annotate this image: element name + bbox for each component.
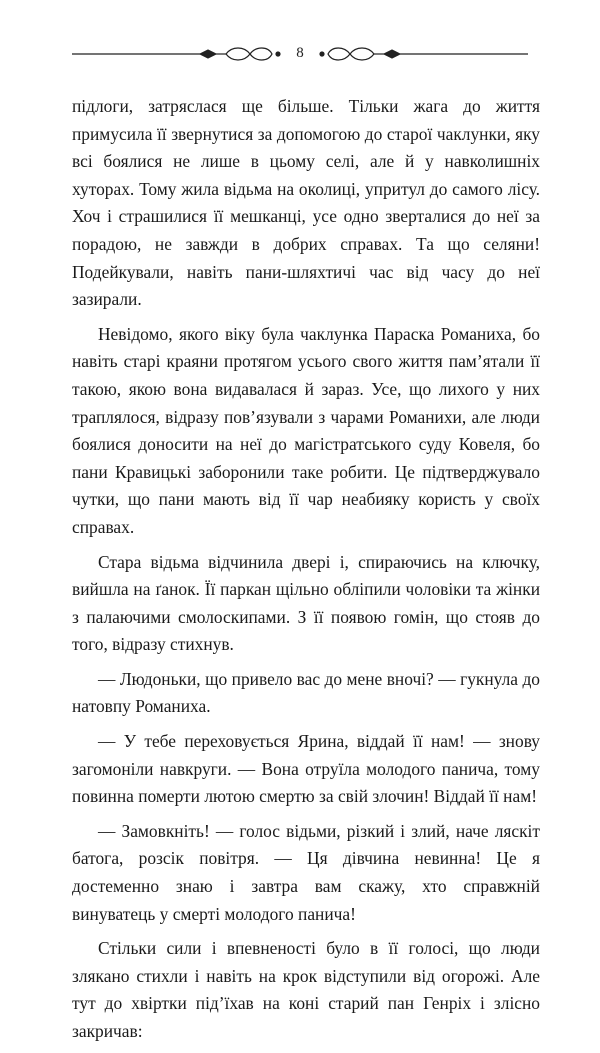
- paragraph: підлоги, затряслася ще більше. Тільки жага до життя примусила її звернутися за допомогою до старої чаклунки, яку всі боялися не лише в цьому селі, але й у навколишніх хуторах. Тому жила відьма на околиці, упритул до самого лісу. Хоч і страшилися її мешканці, усе одно зверталися до неї за порадою, не завжди в добрих справах. Та що селяни! Подейкували, навіть пани-шляхтичі час від часу до неї зазирали.: [72, 96, 540, 310]
- paragraph: — Замовкніть! — голос відьми, різкий і злий, наче ляскіт батога, розсік повітря. — Ця дівчина невинна! Це я достеменно знаю і завтра вам скажу, хто справжній винуватець у смерті молодого панича!: [72, 820, 540, 924]
- page-number: 8: [296, 45, 304, 61]
- paragraph: — У тебе переховується Ярина, віддай її нам! — знову загомоніли навкруги. — Вона отруїла молодого панича, тому повинна померти лютою смертю за свій злочин! Віддай її нам!: [72, 731, 540, 807]
- paragraph: Стільки сили і впевненості було в її голосі, що люди злякано стихли і навіть на крок відступили від огорожі. Але тут до хвіртки під’їхав на коні старий пан Генріх і злісно закричав:: [72, 938, 540, 1041]
- paragraph: — Людоньки, що привело вас до мене вночі? — гукнула до натовпу Романиха.: [72, 668, 540, 717]
- body-text: [72, 93, 540, 1053]
- paragraph: Стара відьма відчинила двері і, спираючись на ключку, вийшла на ґанок. Її паркан щільно обліпили чоловіки та жінки з палаючими смолоскипами. З її появою гомін, що стояв до того, відразу стихнув.: [72, 551, 540, 655]
- page-header: [0, 40, 600, 70]
- paragraph: Невідомо, якого віку була чаклунка Параска Романиха, бо навіть старі краяни протягом усього свого життя пам’ятали її такою, якою вона видавалася й зараз. Усе, що лихого у них траплялося, відразу пов’язували з чарами Романихи, але люди боялися доносити на неї до магістратського суду Ковеля, бо пани Кравицькі заборонили таке робити. Це підтверджувало чутки, що пани мають від її чар неабияку користь у своїх справах.: [72, 323, 540, 537]
